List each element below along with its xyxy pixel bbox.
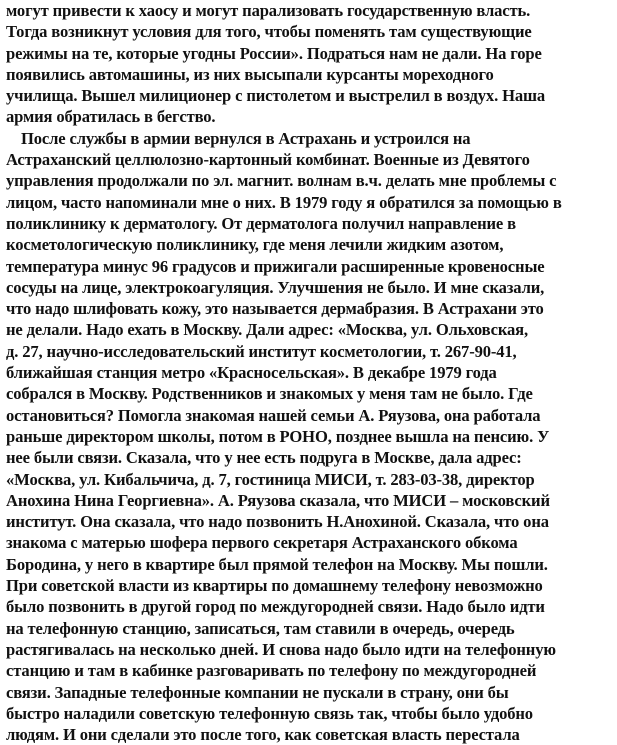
text-line: Тогда возникнут условия для того, чтобы поменять там существующие bbox=[6, 22, 532, 42]
text-line: температура минус 96 градусов и прижигали расширенные кровеносные bbox=[6, 256, 545, 276]
text-line: лицом, часто напоминали мне о них. В 1979 году я обратился за помощью в bbox=[6, 192, 562, 212]
text-line: людям. И они сделали это после того, как советская власть перестала bbox=[6, 725, 520, 745]
text-line: Анохина Нина Георгиевна». А. Ряузова сказала, что МИСИ – московский bbox=[6, 490, 550, 510]
text-line: При советской власти из квартиры по домашнему телефону невозможно bbox=[6, 576, 543, 596]
text-line: косметологическую поликлинику, где меня лечили жидким азотом, bbox=[6, 235, 504, 255]
text-line: появились автомашины, из них высыпали курсанты мореходного bbox=[6, 64, 494, 84]
text-line: д. 27, научно-исследовательский институт косметологии, т. 267-90-41, bbox=[6, 341, 517, 361]
text-line: не делали. Надо ехать в Москву. Дали адрес: «Москва, ул. Ольховская, bbox=[6, 320, 528, 340]
paragraph-2 bbox=[6, 128, 611, 745]
text-line: поликлинику к дерматологу. От дерматолога получил направление в bbox=[6, 213, 516, 233]
text-line: режимы на те, которые угодны России». Подраться нам не дали. На горе bbox=[6, 43, 542, 63]
text-line: собрался в Москву. Родственников и знакомых у меня там не было. Где bbox=[6, 384, 533, 404]
text-line: что надо шлифовать кожу, это называется дермабразия. В Астрахани это bbox=[6, 299, 544, 319]
text-line: армия обратилась в бегство. bbox=[6, 107, 216, 127]
text-line: институт. Она сказала, что надо позвонить Н.Анохиной. Сказала, что она bbox=[6, 512, 549, 532]
text-line: «Москва, ул. Кибальчича, д. 7, гостиница МИСИ, т. 283-03-38, директор bbox=[6, 469, 535, 489]
text-line: ближайшая станция метро «Красносельская». В декабре 1979 года bbox=[6, 363, 497, 383]
text-line: сосуды на лице, электрокоагуляция. Улучшения не было. И мне сказали, bbox=[6, 277, 545, 297]
text-line: растягивалась на несколько дней. И снова надо было идти на телефонную bbox=[6, 639, 556, 659]
text-line: Бородина, у него в квартире был прямой телефон на Москву. Мы пошли. bbox=[6, 554, 548, 574]
text-line: было позвонить в другой город по междугородней связи. Надо было идти bbox=[6, 597, 545, 617]
text-line: Астраханский целлюлозно-картонный комбинат. Военные из Девятого bbox=[6, 150, 530, 170]
text-line: управления продолжали по эл. магнит. волнам в.ч. делать мне проблемы с bbox=[6, 171, 557, 191]
text-line: училища. Вышел милиционер с пистолетом и выстрелил в воздух. Наша bbox=[6, 86, 545, 106]
document-page bbox=[6, 0, 611, 745]
text-line: После службы в армии вернулся в Астрахань и устроился на bbox=[21, 128, 471, 148]
text-line: нее были связи. Сказала, что у нее есть подруга в Москве, дала адрес: bbox=[6, 448, 522, 468]
text-line: связи. Западные телефонные компании не пускали в страну, они бы bbox=[6, 682, 509, 702]
text-line: раньше директором школы, потом в РОНО, позднее вышла на пенсию. У bbox=[6, 426, 550, 446]
text-line: остановиться? Помогла знакомая нашей семьи А. Ряузова, она работала bbox=[6, 405, 541, 425]
text-line: станцию и там в кабинке разговаривать по телефону по междугородней bbox=[6, 661, 537, 681]
text-line: знакома с матерью шофера первого секретаря Астраханского обкома bbox=[6, 533, 518, 553]
paragraph-1 bbox=[6, 0, 611, 128]
text-line: на телефонную станцию, записаться, там ставили в очередь, очередь bbox=[6, 618, 515, 638]
text-line: быстро наладили советскую телефонную связь так, чтобы было удобно bbox=[6, 703, 533, 723]
text-line: могут привести к хаосу и могут парализовать государственную власть. bbox=[6, 1, 531, 20]
